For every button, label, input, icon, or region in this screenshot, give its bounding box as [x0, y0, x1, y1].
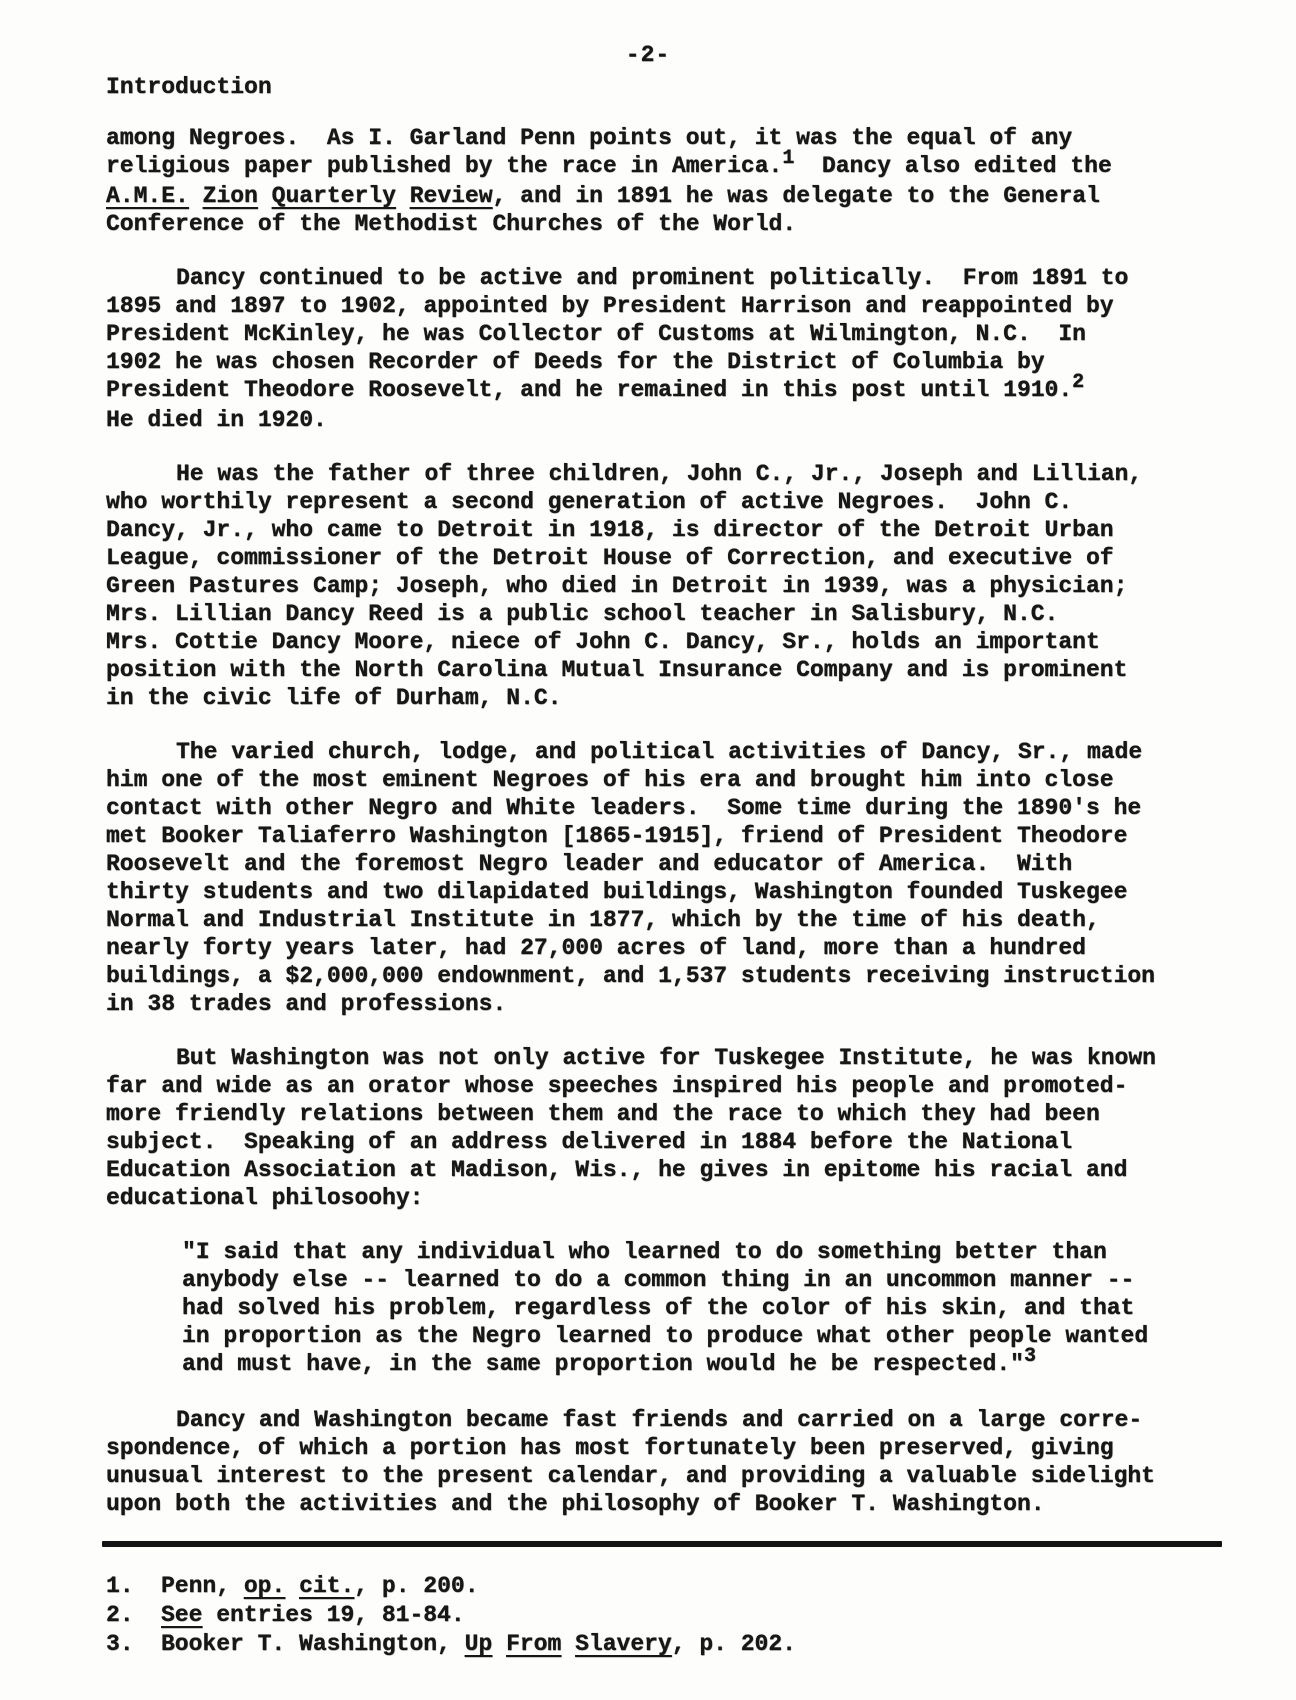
- text-line: [106, 516, 1231, 544]
- text-segment: religious paper published by the race in America.: [106, 153, 783, 179]
- text-segment: subject. Speaking of an address delivered in 1884 before the National: [106, 1129, 1073, 1155]
- text-line: [106, 1044, 1231, 1072]
- text-segment: He was the father of three children, John C., Jr., Joseph and Lillian,: [176, 461, 1143, 487]
- text-segment: thirty students and two dilapidated buildings, Washington founded Tuskegee: [106, 879, 1128, 905]
- text-segment: who worthily represent a second generation of active Negroes. John C.: [106, 489, 1073, 515]
- text-segment: Dancy and Washington became fast friends and carried on a large corre-: [176, 1407, 1143, 1433]
- paragraph: [106, 1406, 1231, 1518]
- text-line: [106, 684, 1231, 712]
- text-line: [182, 1238, 1231, 1266]
- text-line: [182, 1266, 1231, 1294]
- footnote-list: [106, 1572, 796, 1659]
- text-segment: Penn,: [161, 1573, 244, 1599]
- text-segment: President McKinley, he was Collector of Customs at Wilmington, N.C. In: [106, 321, 1086, 347]
- text-segment: The varied church, lodge, and political activities of Dancy, Sr., made: [176, 739, 1143, 765]
- text-segment: [492, 1631, 506, 1657]
- text-line: [106, 962, 1231, 990]
- text-segment: Education Association at Madison, Wis., he gives in epitome his racial and: [106, 1157, 1128, 1183]
- text-line: [106, 1406, 1231, 1434]
- text-line: [106, 794, 1231, 822]
- text-line: [106, 264, 1231, 292]
- text-segment: anybody else -- learned to do a common thing in an uncommon manner --: [182, 1267, 1135, 1293]
- text-line: [106, 488, 1231, 516]
- text-line: [182, 1322, 1231, 1350]
- text-segment: [189, 183, 203, 209]
- underlined-text: Up: [464, 1631, 493, 1657]
- text-segment: [258, 183, 272, 209]
- text-line: [106, 1184, 1231, 1212]
- underlined-text: A.M.E.: [106, 183, 189, 209]
- text-segment: [561, 1631, 575, 1657]
- text-line: [182, 1294, 1231, 1322]
- footnote-reference: 1: [782, 147, 795, 170]
- text-line: [106, 182, 1231, 210]
- text-segment: , p. 200.: [354, 1573, 479, 1599]
- text-segment: President Theodore Roosevelt, and he remained in this post until 1910.: [106, 377, 1073, 403]
- underlined-text: Slavery: [575, 1631, 672, 1657]
- text-segment: Dancy, Jr., who came to Detroit in 1918, is director of the Detroit Urban: [106, 517, 1114, 543]
- text-line: [106, 210, 1231, 238]
- underlined-text: Zion: [202, 183, 258, 209]
- text-line: [182, 1345, 1231, 1380]
- footnote-number: 3.: [106, 1631, 134, 1657]
- text-segment: Conference of the Methodist Churches of the World.: [106, 211, 797, 237]
- underlined-text: Quarterly: [271, 183, 396, 209]
- paragraph: [106, 460, 1231, 712]
- footnote-number: 1.: [106, 1573, 134, 1599]
- text-line: [106, 1072, 1231, 1100]
- text-line: [106, 147, 1231, 182]
- text-segment: position with the North Carolina Mutual Insurance Company and is prominent: [106, 657, 1128, 683]
- block-quote: [106, 1238, 1231, 1380]
- text-line: [106, 348, 1231, 376]
- text-segment: far and wide as an orator whose speeches inspired his people and promoted-: [106, 1073, 1128, 1099]
- text-segment: 1895 and 1897 to 1902, appointed by President Harrison and reappointed by: [106, 293, 1114, 319]
- text-segment: contact with other Negro and White leaders. Some time during the 1890's he: [106, 795, 1142, 821]
- text-segment: entries 19, 81-84.: [202, 1602, 465, 1628]
- footnote-item: [106, 1601, 796, 1630]
- text-segment: met Booker Taliaferro Washington [1865-1915], friend of President Theodore: [106, 823, 1128, 849]
- text-segment: educational philosoohy:: [106, 1185, 424, 1211]
- text-segment: in proportion as the Negro learned to produce what other people wanted: [182, 1323, 1149, 1349]
- page-number: -2-: [625, 42, 671, 68]
- text-segment: Mrs. Cottie Dancy Moore, niece of John C. Dancy, Sr., holds an important: [106, 629, 1100, 655]
- text-line: [106, 1128, 1231, 1156]
- text-segment: Mrs. Lillian Dancy Reed is a public school teacher in Salisbury, N.C.: [106, 601, 1059, 627]
- text-segment: Booker T. Washington,: [161, 1631, 465, 1657]
- text-line: [106, 371, 1231, 406]
- footnote-reference: 3: [1023, 1345, 1036, 1368]
- text-line: [106, 990, 1231, 1018]
- text-line: [106, 460, 1231, 488]
- text-line: [106, 1490, 1231, 1518]
- text-segment: Dancy continued to be active and prominent politically. From 1891 to: [176, 265, 1129, 291]
- text-line: [106, 544, 1231, 572]
- text-segment: , p. 202.: [671, 1631, 796, 1657]
- text-segment: Normal and Industrial Institute in 1877, which by the time of his death,: [106, 907, 1100, 933]
- text-line: [106, 628, 1231, 656]
- text-segment: Roosevelt and the foremost Negro leader and educator of America. With: [106, 851, 1073, 877]
- text-segment: He died in 1920.: [106, 407, 327, 433]
- footnote-number: 2.: [106, 1602, 134, 1628]
- footnote-rule: [102, 1541, 1222, 1547]
- text-segment: upon both the activities and the philosophy of Booker T. Washington.: [106, 1491, 1045, 1517]
- footnote-text: [161, 1601, 465, 1630]
- text-line: [106, 292, 1231, 320]
- text-segment: Dancy also edited the: [794, 153, 1112, 179]
- text-line: [106, 738, 1231, 766]
- text-segment: in 38 trades and professions.: [106, 991, 507, 1017]
- text-segment: But Washington was not only active for Tuskegee Institute, he was known: [176, 1045, 1156, 1071]
- text-segment: more friendly relations between them and the race to which they had been: [106, 1101, 1100, 1127]
- paragraph: [106, 264, 1231, 434]
- text-line: [106, 850, 1231, 878]
- text-segment: among Negroes. As I. Garland Penn points out, it was the equal of any: [106, 125, 1073, 151]
- text-segment: League, commissioner of the Detroit House of Correction, and executive of: [106, 545, 1114, 571]
- underlined-text: op.: [243, 1573, 286, 1599]
- paragraph: [106, 1044, 1231, 1212]
- footnote-text: [161, 1630, 796, 1659]
- text-line: [106, 656, 1231, 684]
- text-line: [106, 1434, 1231, 1462]
- text-segment: "I said that any individual who learned to do something better than: [182, 1239, 1107, 1265]
- text-segment: in the civic life of Durham, N.C.: [106, 685, 562, 711]
- text-segment: [396, 183, 410, 209]
- underlined-text: From: [506, 1631, 562, 1657]
- footnote-reference: 2: [1072, 371, 1085, 394]
- footnote-item: [106, 1572, 796, 1601]
- body-paragraphs: [106, 124, 1231, 1544]
- text-line: [106, 124, 1231, 152]
- text-line: [106, 1156, 1231, 1184]
- underlined-text: cit.: [299, 1573, 355, 1599]
- footnote-item: [106, 1630, 796, 1659]
- paragraph: [106, 124, 1231, 238]
- text-line: [106, 822, 1231, 850]
- text-line: [106, 934, 1231, 962]
- footnote-text: [161, 1572, 479, 1601]
- text-line: [106, 600, 1231, 628]
- text-line: [106, 572, 1231, 600]
- text-segment: him one of the most eminent Negroes of his era and brought him into close: [106, 767, 1114, 793]
- text-line: [106, 906, 1231, 934]
- text-segment: unusual interest to the present calendar, and providing a valuable sidelight: [106, 1463, 1155, 1489]
- underlined-text: Review: [409, 183, 493, 209]
- text-segment: , and in 1891 he was delegate to the General: [492, 183, 1100, 209]
- text-line: [106, 766, 1231, 794]
- text-line: [106, 1100, 1231, 1128]
- text-line: [106, 1462, 1231, 1490]
- section-heading: Introduction: [106, 74, 272, 100]
- paragraph: [106, 738, 1231, 1018]
- text-segment: 1902 he was chosen Recorder of Deeds for the District of Columbia by: [106, 349, 1045, 375]
- text-line: [106, 320, 1231, 348]
- text-segment: had solved his problem, regardless of the color of his skin, and that: [182, 1295, 1135, 1321]
- text-line: [106, 878, 1231, 906]
- text-line: [106, 406, 1231, 434]
- text-segment: [285, 1573, 299, 1599]
- text-segment: buildings, a $2,000,000 endownment, and 1,537 students receiving instruction: [106, 963, 1155, 989]
- underlined-text: See: [161, 1602, 203, 1628]
- text-segment: nearly forty years later, had 27,000 acres of land, more than a hundred: [106, 935, 1086, 961]
- text-segment: spondence, of which a portion has most fortunately been preserved, giving: [106, 1435, 1114, 1461]
- text-segment: Green Pastures Camp; Joseph, who died in Detroit in 1939, was a physician;: [106, 573, 1128, 599]
- text-segment: and must have, in the same proportion would he be respected.": [182, 1351, 1024, 1377]
